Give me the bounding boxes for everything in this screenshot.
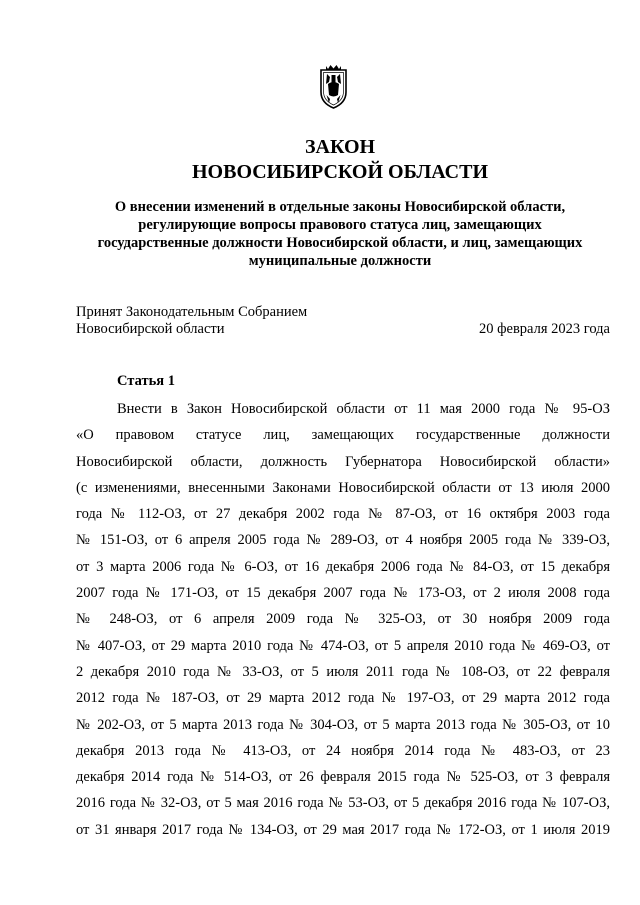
subtitle-line: регулирующие вопросы правового статуса лиц, замещающих bbox=[138, 217, 542, 233]
body-line: Внести в Закон Новосибирской области от 11 мая 2000 года № 95-ОЗ bbox=[117, 401, 610, 417]
subtitle-line: О внесении изменений в отдельные законы Новосибирской области, bbox=[114, 199, 566, 215]
adopted-by-region: Новосибирской области bbox=[76, 321, 225, 337]
body-line: № 202-ОЗ, от 5 марта 2013 года № 304-ОЗ, от 5 марта 2013 года № 305-ОЗ, от 10 bbox=[76, 716, 610, 733]
body-line: декабря 2014 года № 514-ОЗ, от 26 февраля 2015 года № 525-ОЗ, от 3 февраля bbox=[76, 769, 610, 786]
body-line: № 151-ОЗ, от 6 апреля 2005 года № 289-ОЗ, от 4 ноября 2005 года № 339-ОЗ, bbox=[76, 532, 610, 549]
body-line: 2012 года № 187-ОЗ, от 29 марта 2012 года № 197-ОЗ, от 29 марта 2012 года bbox=[76, 690, 610, 707]
adoption-row bbox=[76, 320, 610, 338]
body-line: года № 112-ОЗ, от 27 декабря 2002 года № 87-ОЗ, от 16 октября 2003 года bbox=[76, 506, 610, 523]
law-title: ЗАКОН bbox=[304, 136, 376, 158]
adopted-by: Принят Законодательным Собранием bbox=[76, 304, 308, 320]
body-line: 2 декабря 2010 года № 33-ОЗ, от 5 июля 2011 года № 108-ОЗ, от 22 февраля bbox=[76, 663, 610, 680]
subtitle-line: государственные должности Новосибирской области, и лиц, замещающих bbox=[97, 235, 583, 251]
body-line: 2016 года № 32-ОЗ, от 5 мая 2016 года № 53-ОЗ, от 5 декабря 2016 года № 107-ОЗ, bbox=[76, 795, 610, 812]
subtitle-line: муниципальные должности bbox=[248, 253, 432, 269]
article-heading: Статья 1 bbox=[117, 373, 175, 389]
body-line: № 407-ОЗ, от 29 марта 2010 года № 474-ОЗ, от 5 апреля 2010 года № 469-ОЗ, от bbox=[76, 637, 610, 654]
article-body bbox=[76, 396, 610, 843]
body-line: от 31 января 2017 года № 134-ОЗ, от 29 мая 2017 года № 172-ОЗ, от 1 июля 2019 bbox=[76, 821, 610, 838]
adoption-date: 20 февраля 2023 года bbox=[478, 321, 610, 337]
body-line: 2007 года № 171-ОЗ, от 15 декабря 2007 года № 173-ОЗ, от 2 июля 2008 года bbox=[76, 585, 610, 602]
region-title: НОВОСИБИРСКОЙ ОБЛАСТИ bbox=[191, 161, 489, 183]
body-line: Новосибирской области, должность Губернатора Новосибирской области» bbox=[76, 453, 610, 470]
body-line: декабря 2013 года № 413-ОЗ, от 24 ноября 2014 года № 483-ОЗ, от 23 bbox=[76, 742, 610, 759]
law-subtitle bbox=[60, 198, 620, 270]
body-line: от 3 марта 2006 года № 6-ОЗ, от 16 декабря 2006 года № 84-ОЗ, от 15 декабря bbox=[76, 558, 610, 575]
coat-of-arms-icon bbox=[317, 62, 350, 110]
body-line: (с изменениями, внесенными Законами Новосибирской области от 13 июля 2000 bbox=[76, 479, 610, 496]
body-line: «О правовом статусе лиц, замещающих государственные должности bbox=[76, 427, 610, 444]
body-line: № 248-ОЗ, от 6 апреля 2009 года № 325-ОЗ, от 30 ноября 2009 года bbox=[76, 611, 610, 628]
